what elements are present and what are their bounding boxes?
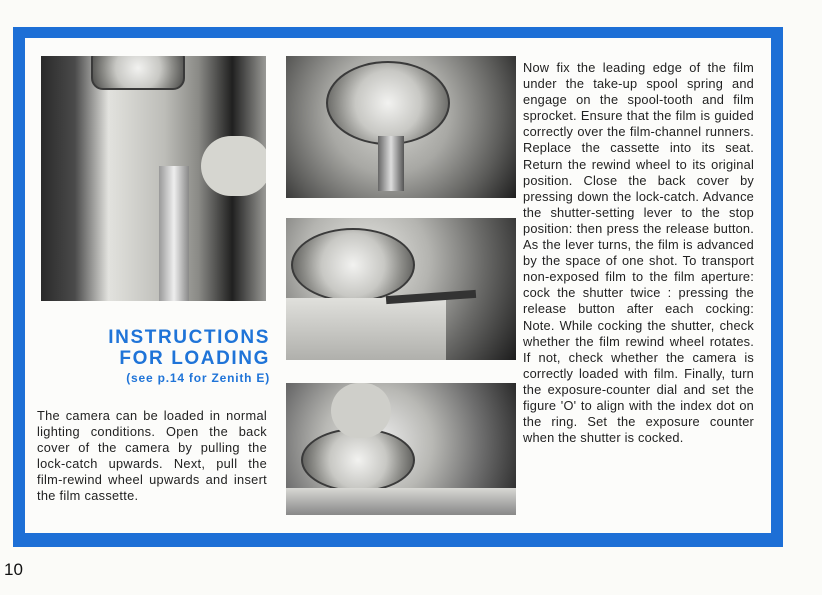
page-number: 10 [4, 560, 23, 579]
advance-dial-shape [291, 228, 415, 302]
left-paragraph: The camera can be loaded in normal lighting conditions. Open the back cover of the camera by pulling the lock-catch upwards. Next, pull the film-rewind wheel upwards and insert the film cassette. [37, 408, 267, 503]
camera-top-shape [286, 298, 446, 360]
advance-lever-photo [286, 218, 516, 360]
finger-shape [201, 136, 266, 196]
right-paragraph: Now fix the leading edge of the film under the take-up spool spring and engage on the spool-tooth and film sprocket. Ensure that the film is guided correctly over the film-channel runners. Replace the cassette into its seat. Return the rewind wheel to its original position. Close the back cover by pressing down the lock-catch. Advance the shutter-setting lever to the stop position: then press the release button. As the lever turns, the film is advanced by the space of one shot. To transport non-exposed film to the film aperture: cock the shutter twice : pressing the release button after each cocking: Note. While cocking the shutter, check whether the film rewind wheel rotates. If not, check whether the camera is correctly loaded with film. Finally, turn the exposure-counter dial and set the figure 'O' to align with the index dot on the ring. Set the exposure counter when the shutter is cocked. [523, 60, 754, 446]
page-frame [13, 27, 783, 547]
heading-line-1: INSTRUCTIONS [108, 327, 270, 348]
spindle-shape [378, 136, 404, 191]
lock-catch-shape [159, 166, 189, 301]
finger-shape [331, 383, 391, 438]
heading-subtitle: (see p.14 for Zenith E) [126, 371, 270, 385]
camera-side-photo [41, 56, 266, 301]
counter-dial-photo [286, 383, 516, 515]
rewind-knob-shape [91, 56, 185, 90]
page-content [25, 38, 771, 533]
camera-body-shape [286, 488, 516, 515]
rewind-wheel-photo [286, 56, 516, 198]
heading-line-2: FOR LOADING [119, 348, 270, 369]
rewind-dial-shape [326, 61, 450, 145]
